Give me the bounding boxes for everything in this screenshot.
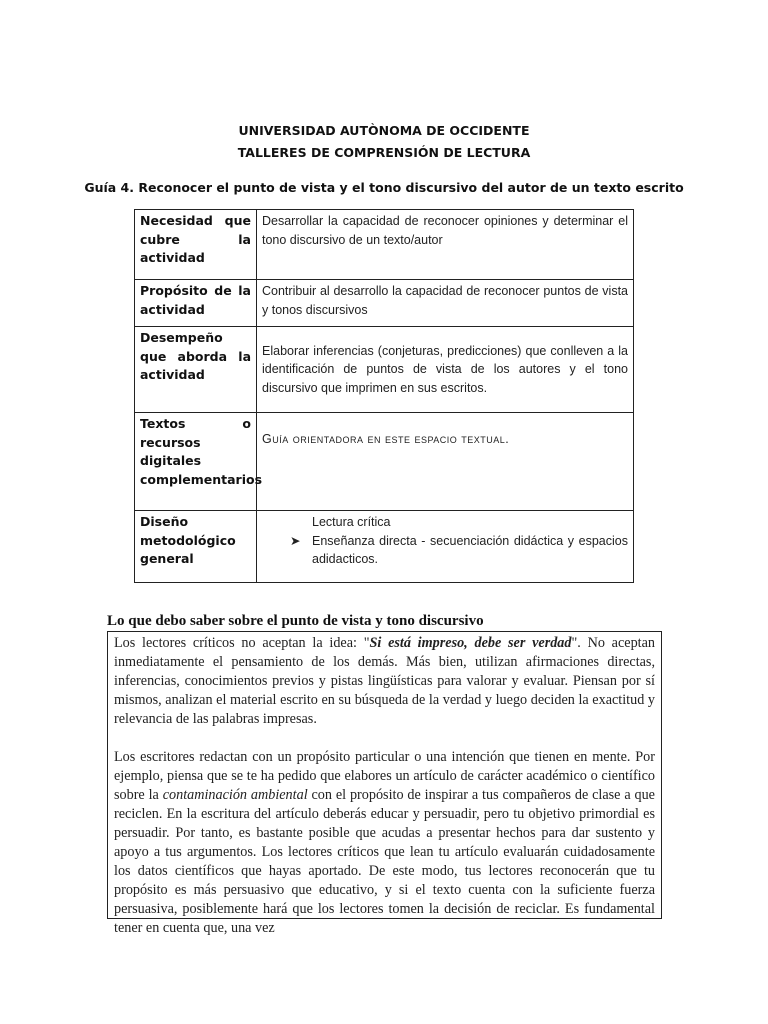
quote-emphasis: Si está impreso, debe ser verdad bbox=[369, 635, 572, 651]
workshop-title: TALLERES DE COMPRENSIÓN DE LECTURA bbox=[237, 145, 531, 160]
list-item-text: Lectura crítica bbox=[312, 515, 391, 529]
row-value bbox=[257, 511, 634, 583]
table-row bbox=[135, 210, 634, 280]
paragraph bbox=[114, 748, 655, 938]
guide-title: Guía 4. Reconocer el punto de vista y el tono discursivo del autor de un texto escrito bbox=[84, 180, 684, 195]
row-value: Desarrollar la capacidad de reconocer opiniones y determinar el tono discursivo de un texto/autor bbox=[257, 210, 634, 280]
table-row bbox=[135, 280, 634, 327]
list-item-text: Enseñanza directa - secuenciación didáctica y espacios adidacticos. bbox=[312, 533, 628, 566]
activity-info-table bbox=[134, 209, 634, 583]
paragraph-text: Los lectores críticos no aceptan la idea: " bbox=[114, 635, 370, 651]
row-value: Contribuir al desarrollo la capacidad de reconocer puntos de vista y tonos discursivos bbox=[257, 280, 634, 327]
paragraph-text: con el propósito de inspirar a tus compañeros de clase a que reciclen. En la escritura del artículo deberás educar y persuadir, pero tu objetivo primordial es persuadir. Por tanto, es bastante posible que acudas a presentar hechos para dar sustento y apoyo a tus argumentos. Los lectores críticos que lean tu artículo evaluarán cuidadosamente los datos científicos que hayas aportado. De este modo, tus lectores reconocerán que tu propósito es más persuasivo que educativo, y si el texto cuenta con la suficiente fuerza persuasiva, posiblemente hará que los lectores tomen la decisión de reciclar. Es fundamental tener en cuenta que, una vez bbox=[114, 787, 655, 936]
row-value: Elaborar inferencias (conjeturas, predicciones) que conlleven a la identificación de puntos de vista de los autores y el tono discursivo que imprimen en sus escritos. bbox=[257, 327, 634, 413]
paragraph bbox=[114, 634, 655, 729]
section-title: Lo que debo saber sobre el punto de vista y tono discursivo bbox=[107, 613, 484, 629]
text-box bbox=[107, 631, 662, 936]
table-row bbox=[135, 511, 634, 583]
guide-link-text: Guía orientadora en este espacio textual. bbox=[262, 432, 510, 446]
row-label: Necesidad que cubre la actividad bbox=[135, 210, 257, 280]
paragraph-text: ". No aceptan inmediatamente el pensamiento de los demás. Más bien, utilizan afirmaciones directas, inferencias, conocimientos previos y pistas lingüísticas para valorar y evaluar. Piensan por sí mismos, analizan el material escrito en su búsqueda de la verdad y luego deciden la exactitud y relevancia de las palabras impresas. bbox=[114, 635, 655, 727]
row-label: Textos o recursos digitales complementarios bbox=[135, 413, 257, 511]
italic-term: contaminación ambiental bbox=[162, 787, 308, 803]
design-list bbox=[262, 513, 628, 569]
arrow-bullet-icon: ➤ bbox=[290, 533, 301, 548]
row-label: Propósito de la actividad bbox=[135, 280, 257, 327]
list-item bbox=[312, 513, 628, 532]
row-value bbox=[257, 413, 634, 511]
paragraph-text: Los escritores redactan con un propósito particular o una intención que tienen en mente. Por ejemplo, piensa que se te ha pedido que elabores un artículo de carácter académico o científico sobre la bbox=[114, 749, 655, 803]
row-label: Desempeño que aborda la actividad bbox=[135, 327, 257, 413]
university-name: UNIVERSIDAD AUTÒNOMA DE OCCIDENTE bbox=[238, 123, 530, 138]
table-row bbox=[135, 327, 634, 413]
table-row bbox=[135, 413, 634, 511]
list-item bbox=[290, 532, 628, 569]
row-label: Diseño metodológico general bbox=[135, 511, 257, 583]
